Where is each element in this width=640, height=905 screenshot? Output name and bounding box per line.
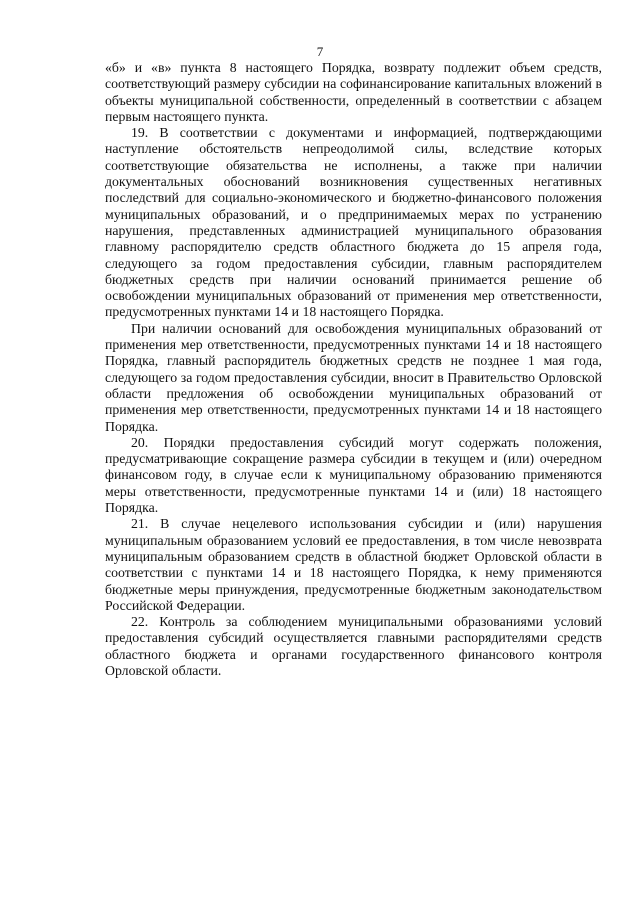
paragraph-clause-20: 20. Порядки предоставления субсидий могут содержать положения, предусматривающие сокращение размера субсидии в текущем и (или) очередном финансовом году, в случае если к муниципальному образованию применяются меры ответственности, предусмотренные пунктами 14 и (или) 18 настоящего Порядка. bbox=[105, 434, 602, 516]
paragraph-continuation: «б» и «в» пункта 8 настоящего Порядка, возврату подлежит объем средств, соответствующий размеру субсидии на софинансирование капитальных вложений в объекты муниципальной собственности, определенный в соответствии с абзацем первым настоящего пункта. bbox=[105, 60, 602, 124]
page-number: 7 bbox=[316, 44, 324, 59]
paragraph-clause-19: 19. В соответствии с документами и информацией, подтверждающими наступление обстоятельств непреодолимой силы, вследствие которых соответствующие обязательства не исполнены, а также при наличии документальных обоснований возникновения существенных негативных последствий для социально-экономического и бюджетно-финансового положения муниципальных образований, и о предпринимаемых мерах по устранению нарушения, представленных администрацией муниципального образования главному распорядителю средств областного бюджета до 15 апреля года, следующего за годом предоставления субсидии, главным распорядителем бюджетных средств при наличии оснований принимается решение об освобождении муниципальных образований от применения мер ответственности, предусмотренных пунктами 14 и 18 настоящего Порядка. bbox=[105, 125, 602, 320]
paragraph-clause-22: 22. Контроль за соблюдением муниципальными образованиями условий предоставления субсидий осуществляется главными распорядителями средств областного бюджета и органами государственного финансового контроля Орловской области. bbox=[105, 614, 602, 678]
document-body bbox=[105, 60, 602, 679]
paragraph-exemption: При наличии оснований для освобождения муниципальных образований от применения мер ответственности, предусмотренных пунктами 14 и 18 настоящего Порядка, главный распорядитель бюджетных средств не позднее 1 мая года, следующего за годом предоставления субсидии, вносит в Правительство Орловской области предложения об освобождении муниципальных образований от применения мер ответственности, предусмотренных пунктами 14 и 18 настоящего Порядка. bbox=[105, 320, 602, 434]
paragraph-clause-21: 21. В случае нецелевого использования субсидии и (или) нарушения муниципальным образованием условий ее предоставления, в том числе невозврата муниципальным образованием средств в областной бюджет Орловской области в соответствии с пунктами 14 и 18 настоящего Порядка, к нему применяются бюджетные меры принуждения, предусмотренные бюджетным законодательством Российской Федерации. bbox=[105, 516, 602, 613]
